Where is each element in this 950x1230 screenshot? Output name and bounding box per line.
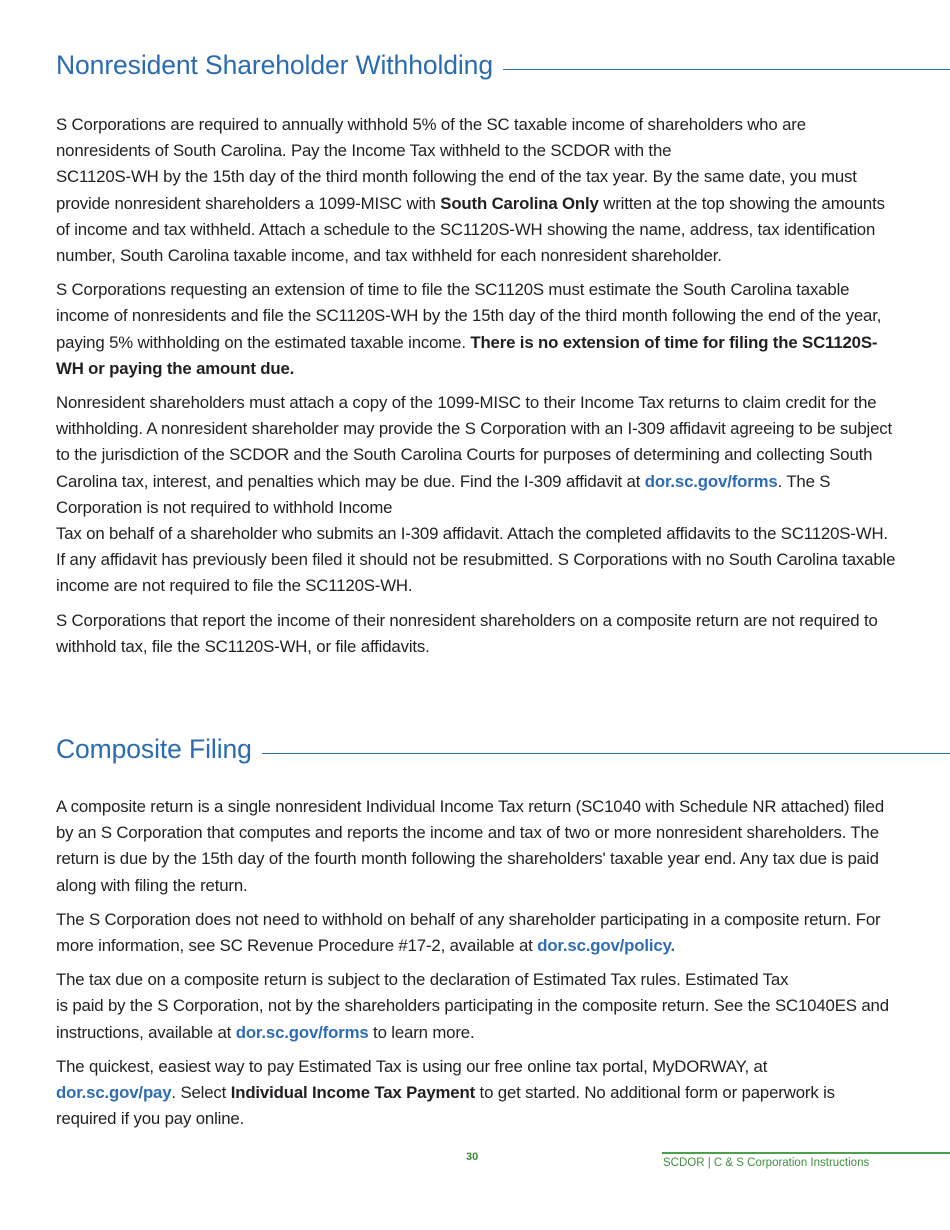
paragraph-text: written at the top showing the amounts of income and tax withheld. Attach a schedule to the SC1120S-WH showing the name, address, tax identification number, South Carolina taxable income, and tax withheld for each nonresident shareholder. (56, 193, 885, 266)
emphasis-text: Individual Income Tax Payment (230, 1083, 476, 1103)
paragraph (56, 277, 896, 382)
footer-text: SCDOR | C & S Corporation Instructions (663, 1157, 870, 1169)
forms-link[interactable]: dor.sc.gov/forms (235, 1022, 369, 1042)
paragraph (56, 967, 896, 1046)
paragraph-text: S Corporations requesting an extension of time to file the SC1120S must estimate the South Carolina taxable income of nonresidents and file the SC1120S-WH by the 15th day of the third month following the end of the year, paying 5% withholding on the estimated taxable income. (56, 280, 882, 352)
paragraph-text: Nonresident shareholders must attach a copy of the 1099-MISC to their Income Tax returns to claim credit for the withholding. A nonresident shareholder may provide the S Corporation with an I-309 affidavit agreeing to be subject to the jurisdiction of the SCDOR and the South Carolina Courts for purposes of determining and collecting South Carolina tax, interest, and penalties which may be due. Find the I-309 affidavit at (56, 393, 893, 491)
emphasis-text: There is no extension of time for filing the SC1120S-WH or paying the amount due. (56, 332, 878, 378)
pay-link[interactable]: dor.sc.gov/pay (56, 1083, 172, 1103)
paragraph-text: The tax due on a composite return is subject to the declaration of Estimated Tax rules. Estimated Tax (56, 970, 789, 990)
paragraph: S Corporations that report the income of their nonresident shareholders on a composite return are not required to withhold tax, file the SC1120S-WH, or file affidavits. (56, 610, 878, 656)
paragraph-text: S Corporations are required to annually withhold 5% of the SC taxable income of shareholders who are nonresidents of South Carolina. Pay the Income Tax withheld to the SCDOR with the (56, 115, 806, 161)
heading-rule (503, 69, 950, 70)
paragraph-text: . The S Corporation is not required to withhold Income (56, 471, 831, 517)
paragraph (56, 112, 896, 269)
paragraph-text: Tax on behalf of a shareholder who submits an I-309 affidavit. Attach the completed affidavits to the SC1120S-WH. If any affidavit has previously been filed it should not be resubmitted. S Corporations with no South Carolina taxable income are not required to file the SC1120S-WH. (56, 524, 896, 596)
heading-rule (262, 753, 950, 754)
paragraph-text: to learn more. (368, 1022, 475, 1042)
section-nonresident-withholding (56, 50, 896, 660)
paragraph-text: SC1120S-WH by the 15th day of the third month following the end of the tax year. By the same date, you must provide nonresident shareholders a 1099-MISC with (56, 167, 857, 213)
section-title: Composite Filing (56, 734, 260, 765)
paragraph-text: . Select (171, 1083, 231, 1103)
paragraph: A composite return is a single nonresident Individual Income Tax return (SC1040 with Schedule NR attached) filed by an S Corporation that computes and reports the income and tax of two or more nonresident shareholders. The return is due by the 15th day of the fourth month following the shareholders' taxable year end. Any tax due is paid along with filing the return. (56, 797, 885, 895)
section-heading-row (56, 50, 896, 90)
page-number: 30 (466, 1151, 479, 1163)
policy-link[interactable]: dor.sc.gov/policy. (537, 936, 676, 956)
paragraph (56, 907, 896, 959)
paragraph (56, 390, 896, 600)
paragraph (56, 1054, 896, 1133)
section-composite-filing (56, 734, 896, 1132)
footer-rule (662, 1152, 950, 1154)
paragraph-text: to get started. No additional form or paperwork is required if you pay online. (56, 1083, 835, 1129)
paragraph-text: The quickest, easiest way to pay Estimated Tax is using our free online tax portal, MyDORWAY, at (56, 1056, 768, 1076)
section-heading-row (56, 734, 896, 774)
paragraph-text: The S Corporation does not need to withhold on behalf of any shareholder participating in a composite return. For more information, see SC Revenue Procedure #17-2, available at (56, 909, 881, 956)
section-title: Nonresident Shareholder Withholding (56, 50, 501, 81)
emphasis-text: South Carolina Only (440, 193, 599, 213)
forms-link[interactable]: dor.sc.gov/forms (644, 471, 778, 491)
paragraph-text: is paid by the S Corporation, not by the shareholders participating in the composite return. See the SC1040ES and instructions, available at (56, 996, 889, 1042)
